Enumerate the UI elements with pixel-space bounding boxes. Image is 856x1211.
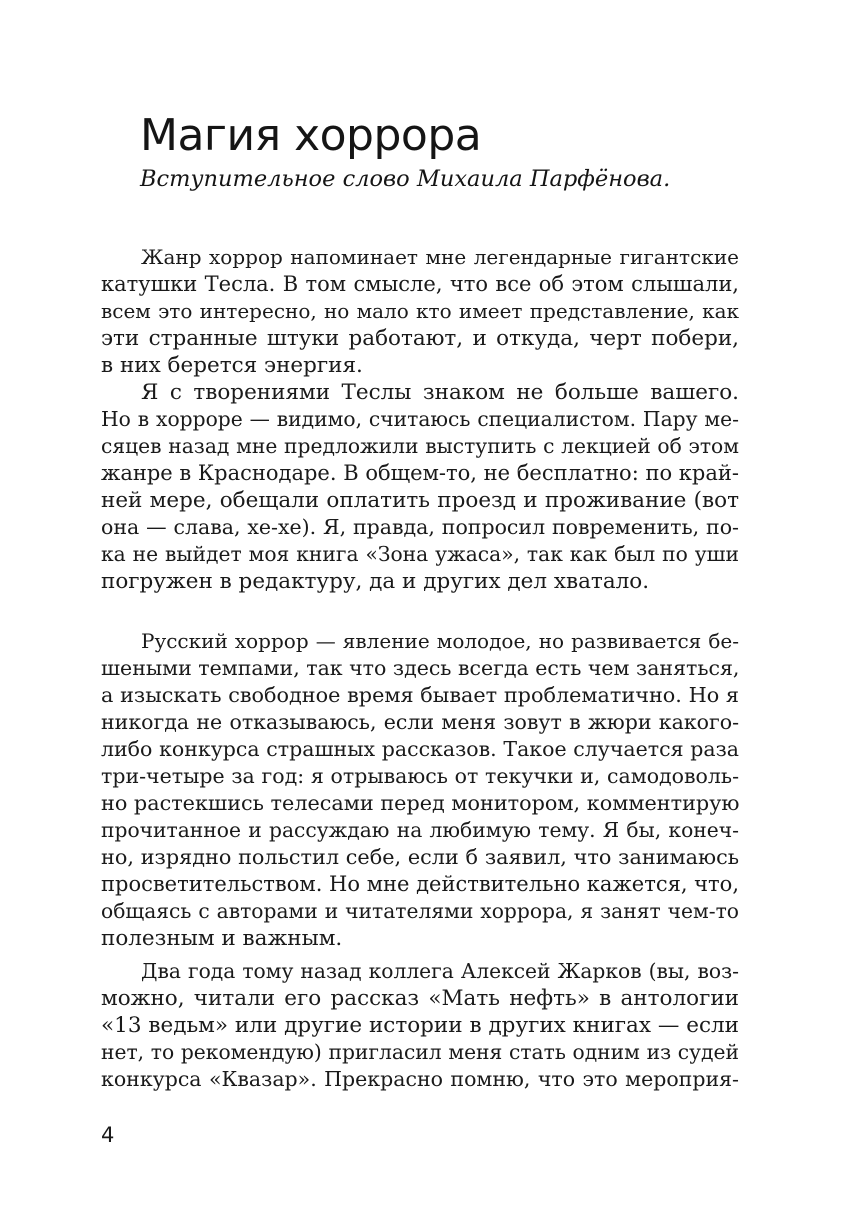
text-line: общаясь с авторами и читателями хоррора, я занят чем-то — [101, 899, 739, 923]
page-number: 4 — [101, 1123, 115, 1147]
text-line: Жанр хоррор напоминает мне легендарные гигантские — [141, 245, 739, 269]
text-line: Русский хоррор — явление молодое, но развивается бе- — [141, 629, 739, 653]
text-line: погружен в редактуру, да и других дел хватало. — [101, 569, 650, 594]
paragraph-2 — [101, 379, 739, 595]
text-line: эти странные штуки работают, и откуда, черт побери, — [101, 326, 739, 351]
text-line: всем это интересно, но мало кто имеет представление, как — [101, 299, 739, 323]
text-line: ка не выйдет моя книга «Зона ужаса», так как был по уши — [101, 542, 739, 566]
text-line: прочитанное и рассуждаю на любимую тему. Я бы, конеч- — [101, 818, 739, 842]
text-line: Два года тому назад коллега Алексей Жарков (вы, воз- — [141, 959, 739, 983]
text-line: просветительством. Но мне действительно кажется, что, — [101, 872, 739, 896]
text-line: она — слава, хе-хе). Я, правда, попросил повременить, по- — [101, 515, 739, 539]
text-line: нет, то рекомендую) пригласил меня стать одним из судей — [101, 1040, 739, 1064]
text-line: в них берется энергия. — [101, 353, 363, 378]
text-line: но растекшись телесами перед монитором, комментирую — [101, 791, 740, 815]
chapter-subtitle: Вступительное слово Михаила Парфёнова. — [140, 166, 671, 192]
text-line: но, изрядно польстил себе, если б заявил, что занимаюсь — [101, 845, 739, 869]
text-line: «13 ведьм» или другие истории в других книгах — если — [101, 1013, 739, 1038]
text-line: катушки Тесла. В том смысле, что все об этом слышали, — [101, 272, 739, 296]
text-line: Я с творениями Теслы знаком не больше вашего. — [141, 380, 739, 405]
text-line: полезным и важным. — [101, 926, 343, 951]
text-line: конкурса «Квазар». Прекрасно помню, что это мероприя- — [101, 1067, 739, 1091]
text-line: сяцев назад мне предложили выступить с лекцией об этом — [101, 434, 739, 458]
text-line: ней мере, обещали оплатить проезд и проживание (вот — [101, 488, 739, 513]
text-line: жанре в Краснодаре. В общем-то, не бесплатно: по край- — [101, 461, 739, 485]
text-line: Но в хорроре — видимо, считаюсь специалистом. Пару ме- — [101, 407, 739, 431]
paragraph-3 — [101, 628, 739, 952]
chapter-title: Магия хоррора — [140, 110, 482, 161]
text-line: никогда не отказываюсь, если меня зовут в жюри какого- — [101, 710, 739, 734]
text-line: можно, читали его рассказ «Мать нефть» в антологии — [101, 986, 739, 1011]
paragraph-1 — [101, 244, 739, 379]
text-line: а изыскать свободное время бывает проблематично. Но я — [101, 683, 739, 707]
text-line: либо конкурса страшных рассказов. Такое случается раза — [101, 737, 739, 761]
paragraph-4 — [101, 958, 739, 1093]
text-line: шеными темпами, так что здесь всегда есть чем заняться, — [101, 656, 740, 680]
text-line: три-четыре за год: я отрываюсь от текучки и, самодоволь- — [101, 764, 739, 788]
